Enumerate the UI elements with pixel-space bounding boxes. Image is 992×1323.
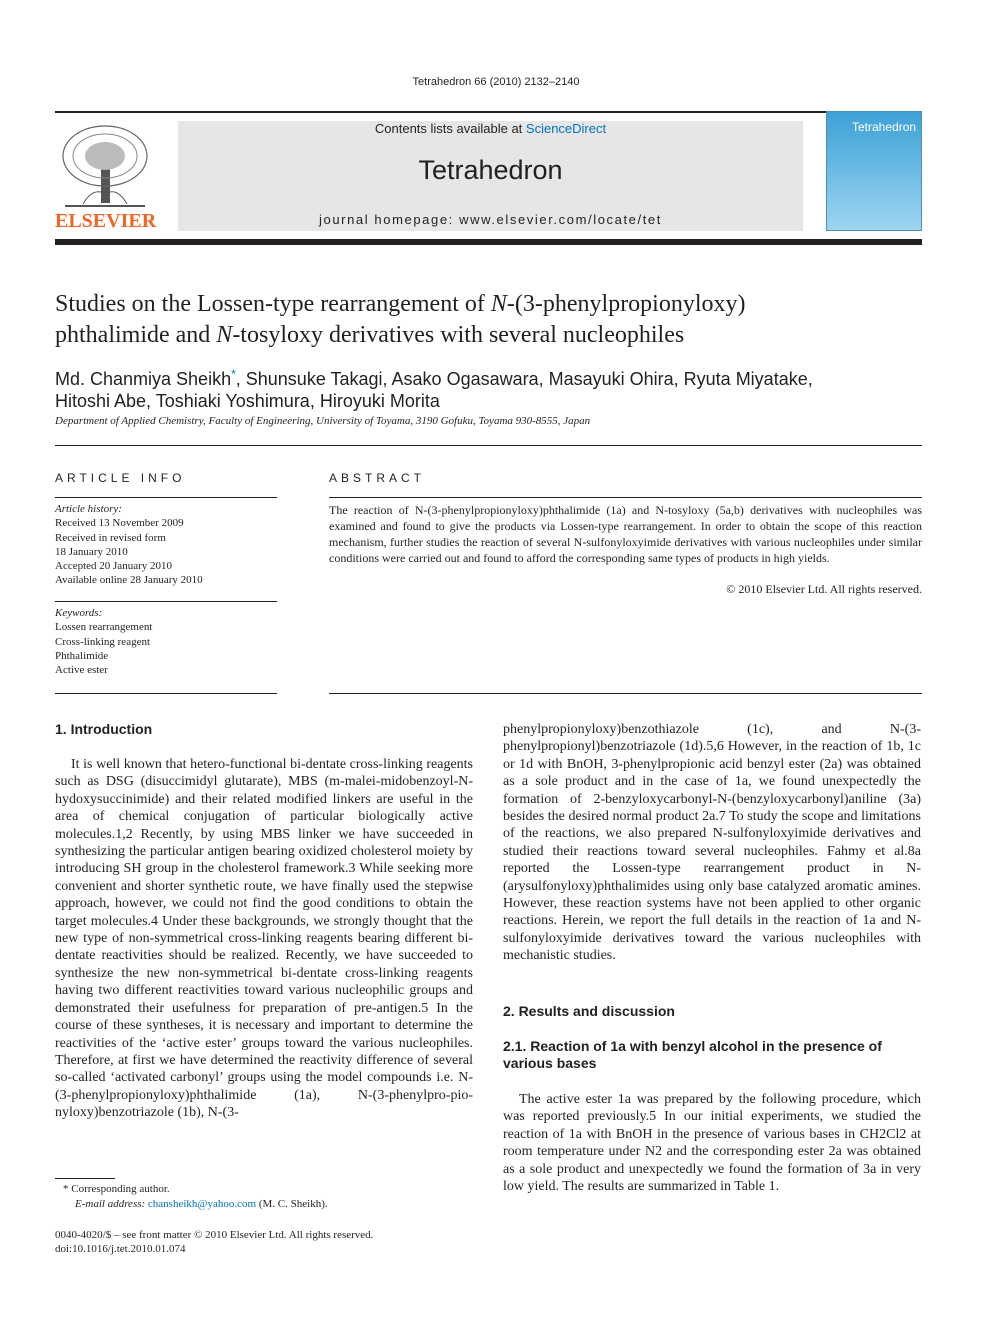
header-top-rule xyxy=(55,111,922,113)
history-item: Accepted 20 January 2010 xyxy=(55,560,172,573)
journal-homepage[interactable]: journal homepage: www.elsevier.com/locate/tet xyxy=(319,212,662,227)
intro-paragraph-continued xyxy=(503,721,921,965)
doi[interactable]: doi:10.1016/j.tet.2010.01.074 xyxy=(55,1243,186,1255)
history-label: Article history: xyxy=(55,503,122,515)
author-names: Hitoshi Abe, Toshiaki Yoshimura, Hiroyuki Morita xyxy=(55,391,440,411)
article-history xyxy=(55,502,277,588)
keyword: Lossen rearrangement xyxy=(55,621,153,634)
paragraph-text: The active ester 1a was prepared by the following procedure, which was reported previously.5 In our initial experiments, we studied the reaction of 1a with BnOH in the presence of various bases in CH2Cl2 at room temperature under N2 and the corresponding ester 2a was obtained as a sole product and unexpectedly we found the formation of 3a in very low yield. The results are summarized in Table 1. xyxy=(503,1092,921,1195)
corresponding-mark[interactable]: * xyxy=(231,367,236,381)
corresponding-author-note: * Corresponding author. xyxy=(63,1183,170,1195)
results-heading: 2. Results and discussion xyxy=(503,1003,675,1019)
elsevier-tree-logo xyxy=(55,120,155,212)
email-note xyxy=(75,1198,328,1210)
title-part: phthalimide and xyxy=(55,322,217,348)
intro-heading: 1. Introduction xyxy=(55,721,153,737)
header-bottom-rule xyxy=(55,239,922,245)
elsevier-wordmark: ELSEVIER xyxy=(55,210,157,232)
article-title xyxy=(55,289,922,351)
intro-paragraph xyxy=(55,756,473,1122)
divider xyxy=(55,497,277,498)
journal-citation: Tetrahedron 66 (2010) 2132–2140 xyxy=(412,76,580,88)
abstract-text: The reaction of N-(3-phenylpropionyloxy)phthalimide (1a) and N-tosyloxy (5a,b) derivatives with nucleophiles was examined and found to give the products via Lossen-type rearrangement. In order to obtain the scope of this reaction mechanism, further studies the reaction of several N-sulfonyloxyimide derivatives with various nucleophiles under similar conditions were carried out and found to afford the corresponding same types of products in high yields. xyxy=(329,503,922,565)
divider xyxy=(55,445,922,446)
divider xyxy=(55,601,277,602)
history-item: 18 January 2010 xyxy=(55,545,128,558)
email-label: E-mail address: xyxy=(75,1198,148,1210)
divider xyxy=(329,693,922,694)
journal-name: Tetrahedron xyxy=(418,155,563,185)
email-link[interactable]: chansheikh@yahoo.com xyxy=(147,1198,257,1210)
title-part: Studies on the Lossen-type rearrangement of xyxy=(55,291,491,317)
history-item: Available online 28 January 2010 xyxy=(55,574,203,587)
sciencedirect-link[interactable]: ScienceDirect xyxy=(525,121,607,136)
keywords xyxy=(55,606,277,677)
history-item: Received in revised form xyxy=(55,531,166,544)
divider xyxy=(329,497,922,498)
keywords-label: Keywords: xyxy=(55,607,103,619)
history-item: Received 13 November 2009 xyxy=(55,517,184,530)
abstract-heading: ABSTRACT xyxy=(329,471,426,485)
divider xyxy=(55,693,277,694)
title-part: N xyxy=(490,291,507,317)
affiliation: Department of Applied Chemistry, Faculty of Engineering, University of Toyama, 3190 Gofuku, Toyama 930-8555, Japan xyxy=(55,415,591,427)
contents-line xyxy=(178,121,803,136)
author-names: , Shunsuke Takagi, Asako Ogasawara, Masayuki Ohira, Ryuta Miyatake, xyxy=(235,369,813,389)
front-matter: 0040-4020/$ – see front matter © 2010 Elsevier Ltd. All rights reserved. xyxy=(55,1229,374,1241)
title-part: N xyxy=(216,322,233,348)
title-part: -tosyloxy derivatives with several nucleophiles xyxy=(232,322,685,348)
footnote-rule xyxy=(55,1178,115,1179)
author-name: Md. Chanmiya Sheikh xyxy=(55,369,232,389)
subsection-heading: 2.1. Reaction of 1a with benzyl alcohol in the presence of various bases xyxy=(503,1038,882,1072)
article-info-heading: ARTICLE INFO xyxy=(55,471,186,485)
contents-prefix: Contents lists available at xyxy=(374,121,526,136)
email-owner: (M. C. Sheikh). xyxy=(256,1198,328,1210)
results-paragraph xyxy=(503,1091,921,1195)
author-list xyxy=(55,363,922,412)
abstract-copyright: © 2010 Elsevier Ltd. All rights reserved. xyxy=(726,582,922,596)
keyword: Cross-linking reagent xyxy=(55,635,151,648)
title-part: -(3-phenylpropionyloxy) xyxy=(506,291,746,317)
paragraph-text: It is well known that hetero-functional bi-dentate cross-linking reagents such as DSG (disuccimidyl glutarate), MBS (m-malei-midobenzoyl-N-hydoxysuccinimide) and their related modified linkers are useful in the area of chemical conjugation of particular biologically active molecules.1,2 Recently, by using MBS linker we have succeeded in synthesizing the particular antigen bearing oxidized cholesterol moiety by introducing SH group in the cholesterol framework.3 While seeking more convenient and shorter synthetic route, we have finally used the stepwise approach, however, we could not find the good conditions to obtain the target molecules.4 Under these backgrounds, we strongly thought that the new type of non-symmetrical cross-linking reagents bearing different bi-dentate reactivities should be realized. Recently, we have succeeded to synthesize the new non-symmetrical bi-dentate cross-linking reagents having two different reactivities toward various nucleophilic groups and demonstrated their usefulness for preparation of pre-antigen.5 In the course of these syntheses, it is necessary and important to determine the reactivities of the ‘active ester’ groups toward the various nucleophiles. Therefore, at first we have determined the reactivity difference of several so-called ‘activated carbonyl’ groups using the model compounds i.e. N-(3-phenylpropionyloxy)phthalimide (1a), N-(3-phenylpro-pio-nyloxy)benzotriazole (1b), N-(3- xyxy=(55,757,473,1121)
cover-title: Tetrahedron xyxy=(852,120,917,134)
paragraph-text: phenylpropionyloxy)benzothiazole (1c), and N-(3-phenylpropionyl)benzotriazole (1d).5,6 However, in the reaction of 1b, 1c or 1d with BnOH, 3-phenylpropionic acid benzyl ester (2a) was obtained as a sole product and in the case of 1a, we found unexpectedly the formation of 2-benzyloxycarbonyl-N-(benzyloxycarbonyl)aniline (3a) besides the desired normal product 2a.7 To study the scope and limitations of the reactions, we also prepared N-sulfonyloxyimide derivatives and studied their reactions toward several nucleophiles. Fahmy et al.8a reported the Lossen-type rearrangement product in N-(arysulfonyloxy)phthalimides using only base catalyzed aromatic amines. However, these reaction systems have not been applied to other organic reactions. Herein, we report the full details in the reaction of 1a and N-sulfonyloxyimide derivatives toward the various nucleophiles with mechanistic studies. xyxy=(503,722,921,964)
keyword: Phthalimide xyxy=(55,649,109,662)
keyword: Active ester xyxy=(55,664,108,677)
